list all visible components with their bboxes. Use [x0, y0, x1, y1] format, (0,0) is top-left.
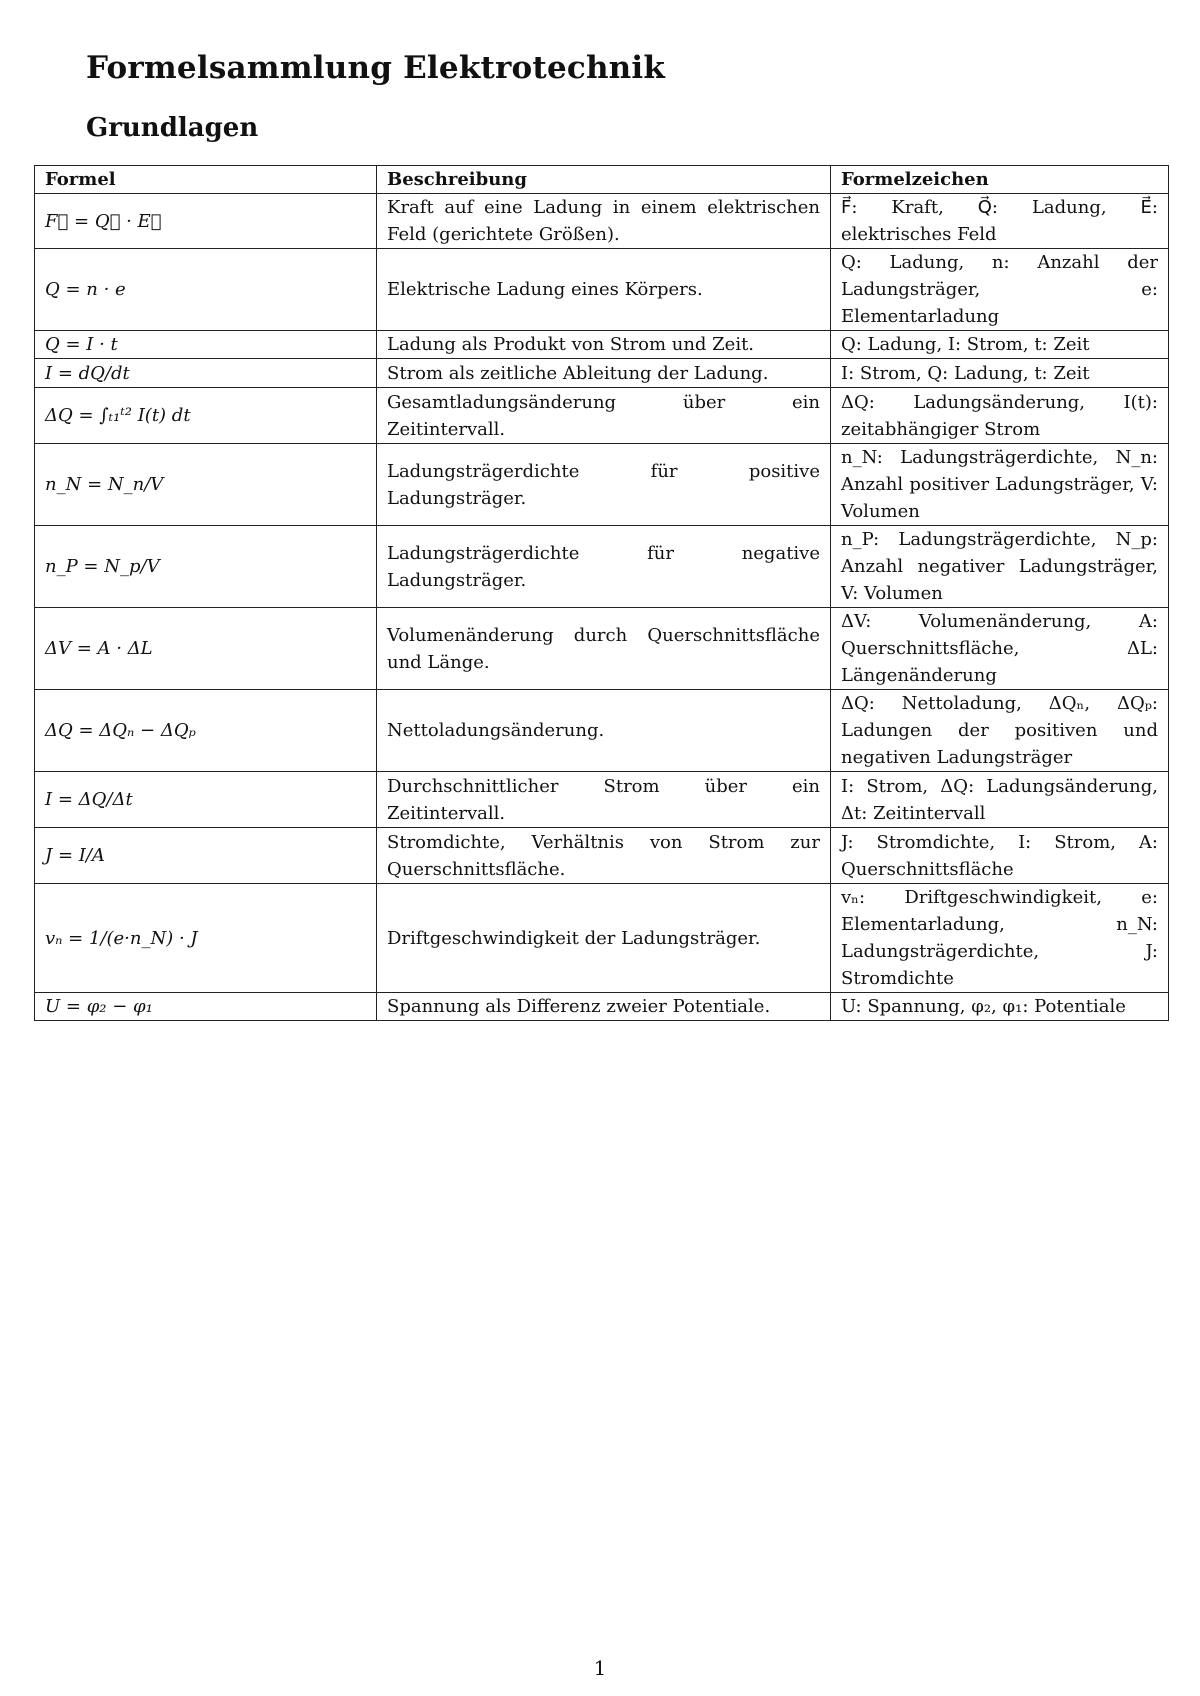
- description-cell: Kraft auf eine Ladung in einem elektrischen Feld (gerichtete Größen).: [377, 194, 831, 249]
- formula-cell: I = dQ/dt: [35, 359, 377, 388]
- table-row: [35, 331, 1169, 359]
- symbols-cell: J: Stromdichte, I: Strom, A: Querschnittsfläche: [831, 828, 1169, 884]
- formula-cell: n_P = N_p/V: [35, 526, 377, 608]
- description-cell: Ladung als Produkt von Strom und Zeit.: [377, 331, 831, 359]
- symbols-cell: I: Strom, ΔQ: Ladungsänderung, Δt: Zeitintervall: [831, 772, 1169, 828]
- formula-cell: Q = I · t: [35, 331, 377, 359]
- description-cell: Elektrische Ladung eines Körpers.: [377, 249, 831, 331]
- description-cell: Strom als zeitliche Ableitung der Ladung.: [377, 359, 831, 388]
- description-cell: Stromdichte, Verhältnis von Strom zur Querschnittsfläche.: [377, 828, 831, 884]
- table-row: [35, 526, 1169, 608]
- symbols-cell: Q: Ladung, I: Strom, t: Zeit: [831, 331, 1169, 359]
- formula-cell: ΔQ = ∫ₜ₁ᵗ² I(t) dt: [35, 388, 377, 444]
- formula-cell: n_N = N_n/V: [35, 444, 377, 526]
- table-row: [35, 690, 1169, 772]
- description-cell: Volumenänderung durch Querschnittsfläche und Länge.: [377, 608, 831, 690]
- symbols-cell: vₙ: Driftgeschwindigkeit, e: Elementarladung, n_N: Ladungsträgerdichte, J: Stromdichte: [831, 884, 1169, 993]
- table-row: [35, 608, 1169, 690]
- symbols-cell: I: Strom, Q: Ladung, t: Zeit: [831, 359, 1169, 388]
- page-title: Formelsammlung Elektrotechnik: [86, 50, 666, 86]
- description-cell: Ladungsträgerdichte für positive Ladungsträger.: [377, 444, 831, 526]
- formula-cell: J = I/A: [35, 828, 377, 884]
- formula-cell: ΔV = A · ΔL: [35, 608, 377, 690]
- symbols-cell: ΔQ: Nettoladung, ΔQₙ, ΔQₚ: Ladungen der positiven und negativen Ladungsträger: [831, 690, 1169, 772]
- table-row: [35, 444, 1169, 526]
- formula-cell: U = φ₂ − φ₁: [35, 993, 377, 1021]
- description-cell: Spannung als Differenz zweier Potentiale.: [377, 993, 831, 1021]
- description-cell: Ladungsträgerdichte für negative Ladungsträger.: [377, 526, 831, 608]
- formula-table: [34, 165, 1169, 1021]
- symbols-cell: ΔV: Volumenänderung, A: Querschnittsfläche, ΔL: Längenänderung: [831, 608, 1169, 690]
- table-row: [35, 388, 1169, 444]
- formula-cell: ΔQ = ΔQₙ − ΔQₚ: [35, 690, 377, 772]
- table-row: [35, 772, 1169, 828]
- description-cell: Driftgeschwindigkeit der Ladungsträger.: [377, 884, 831, 993]
- table-row: [35, 194, 1169, 249]
- symbols-cell: Q: Ladung, n: Anzahl der Ladungsträger, e: Elementarladung: [831, 249, 1169, 331]
- formula-cell: I = ΔQ/Δt: [35, 772, 377, 828]
- symbols-cell: F⃗: Kraft, Q⃗: Ladung, E⃗: elektrisches Feld: [831, 194, 1169, 249]
- symbols-cell: n_N: Ladungsträgerdichte, N_n: Anzahl positiver Ladungsträger, V: Volumen: [831, 444, 1169, 526]
- formula-cell: vₙ = 1/(e·n_N) · J: [35, 884, 377, 993]
- description-cell: Durchschnittlicher Strom über ein Zeitintervall.: [377, 772, 831, 828]
- table-row: [35, 993, 1169, 1021]
- description-cell: Nettoladungsänderung.: [377, 690, 831, 772]
- table-header-row: [35, 166, 1169, 194]
- section-title: Grundlagen: [86, 113, 259, 143]
- symbols-cell: n_P: Ladungsträgerdichte, N_p: Anzahl negativer Ladungsträger, V: Volumen: [831, 526, 1169, 608]
- table-row: [35, 359, 1169, 388]
- symbols-cell: U: Spannung, φ₂, φ₁: Potentiale: [831, 993, 1169, 1021]
- header-description: Beschreibung: [377, 166, 831, 194]
- symbols-cell: ΔQ: Ladungsänderung, I(t): zeitabhängiger Strom: [831, 388, 1169, 444]
- description-cell: Gesamtladungsänderung über ein Zeitintervall.: [377, 388, 831, 444]
- header-formula: Formel: [35, 166, 377, 194]
- header-symbols: Formelzeichen: [831, 166, 1169, 194]
- formula-cell: F⃗ = Q⃗ · E⃗: [35, 194, 377, 249]
- table-row: [35, 828, 1169, 884]
- table-row: [35, 249, 1169, 331]
- page-number: 1: [593, 1656, 607, 1680]
- formula-cell: Q = n · e: [35, 249, 377, 331]
- table-row: [35, 884, 1169, 993]
